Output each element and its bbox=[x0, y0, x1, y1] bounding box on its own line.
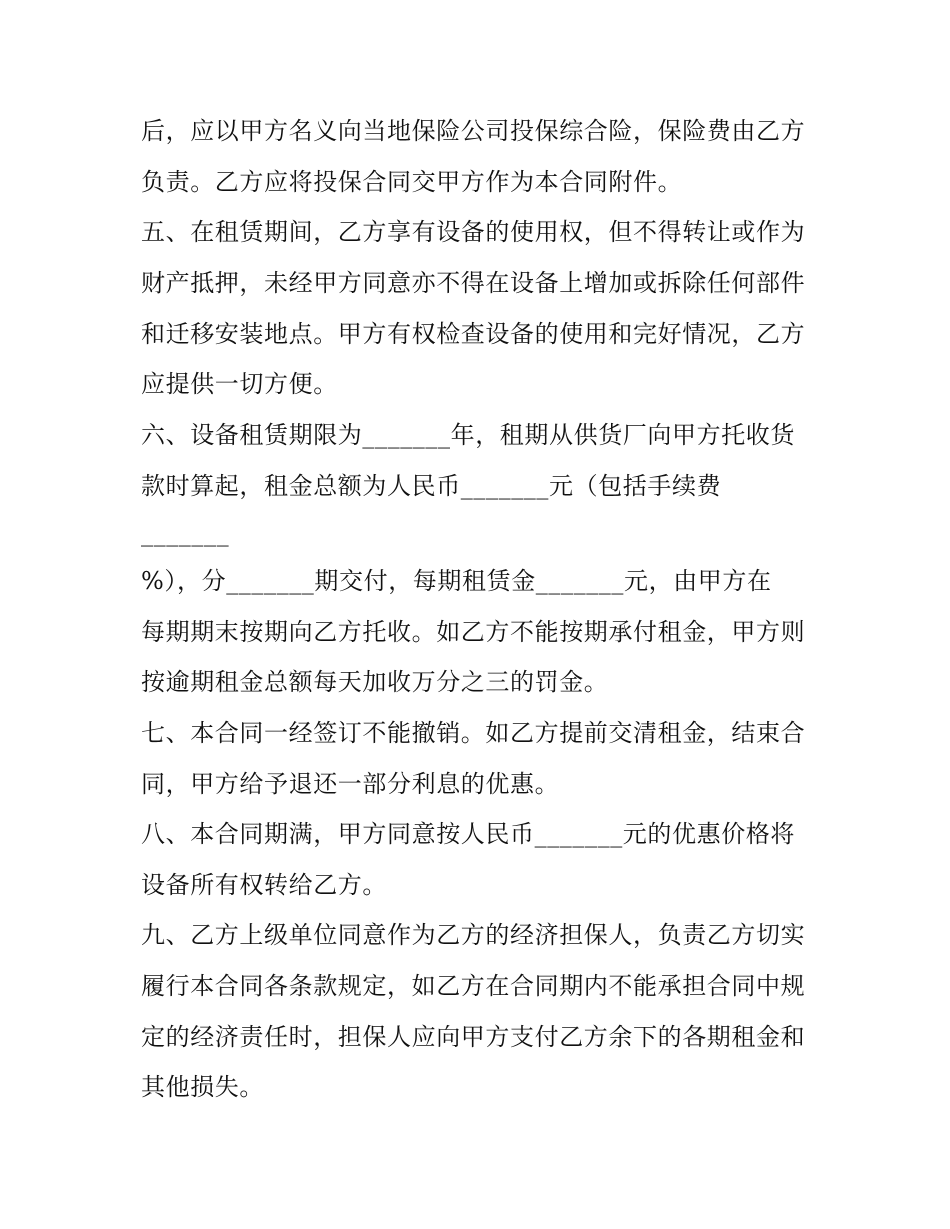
text-line: 财产抵押，未经甲方同意亦不得在设备上增加或拆除任何部件 bbox=[141, 269, 806, 297]
text-line: 履行本合同各条款规定，如乙方在合同期内不能承担合同中规 bbox=[141, 972, 806, 1000]
text-line: 五、在租赁期间，乙方享有设备的使用权，但不得转让或作为 bbox=[141, 218, 806, 246]
text-line: _______ bbox=[141, 519, 230, 547]
text-line: 六、设备租赁期限为_______年，租期从供货厂向甲方托收货 bbox=[141, 421, 795, 449]
text-line: %），分_______期交付，每期租赁金_______元，由甲方在 bbox=[141, 567, 772, 595]
text-line: 负责。乙方应将投保合同交甲方作为本合同附件。 bbox=[141, 168, 683, 196]
text-line: 同，甲方给予退还一部分利息的优惠。 bbox=[141, 770, 560, 798]
text-line: 和迁移安装地点。甲方有权检查设备的使用和完好情况，乙方 bbox=[141, 320, 806, 348]
text-line: 设备所有权转给乙方。 bbox=[141, 871, 387, 899]
text-line: 后，应以甲方名义向当地保险公司投保综合险，保险费由乙方 bbox=[141, 117, 806, 145]
text-line: 定的经济责任时，担保人应向甲方支付乙方余下的各期租金和 bbox=[141, 1023, 806, 1051]
text-line: 七、本合同一经签订不能撤销。如乙方提前交清租金，结束合 bbox=[141, 719, 806, 747]
text-line: 应提供一切方便。 bbox=[141, 370, 338, 398]
text-line: 每期期末按期向乙方托收。如乙方不能按期承付租金，甲方则 bbox=[141, 618, 806, 646]
text-line: 九、乙方上级单位同意作为乙方的经济担保人，负责乙方切实 bbox=[141, 921, 806, 949]
text-line: 其他损失。 bbox=[141, 1073, 264, 1101]
text-line: 按逾期租金总额每天加收万分之三的罚金。 bbox=[141, 668, 609, 696]
text-line: 八、本合同期满，甲方同意按人民币_______元的优惠价格将 bbox=[141, 820, 795, 848]
text-line: 款时算起，租金总额为人民币_______元（包括手续费 bbox=[141, 472, 722, 500]
